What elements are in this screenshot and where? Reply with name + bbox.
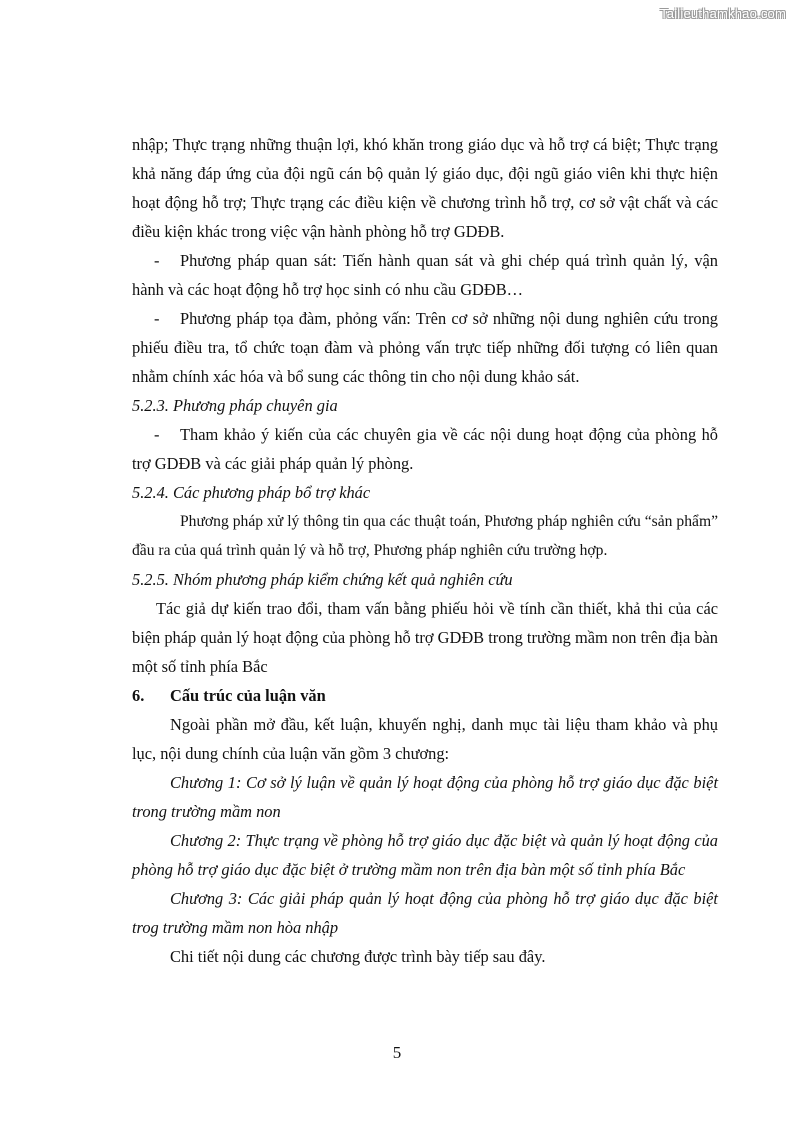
page-number: 5 xyxy=(392,1043,402,1062)
bullet-expert xyxy=(132,420,718,478)
bullet-text: Tham khảo ý kiến của các chuyên gia về các nội dung hoạt động của phòng hỗ trợ GDĐB và các giải pháp quản lý phòng. xyxy=(132,425,718,473)
heading-5-2-3: 5.2.3. Phương pháp chuyên gia xyxy=(132,396,338,415)
heading-6 xyxy=(132,681,718,710)
document-body xyxy=(132,130,718,971)
heading-5-2-5: 5.2.5. Nhóm phương pháp kiểm chứng kết quả nghiên cứu xyxy=(132,570,513,589)
heading-title: Cấu trúc của luận văn xyxy=(170,686,326,705)
chapter-3: Chương 3: Các giải pháp quản lý hoạt động của phòng hỗ trợ giáo dục đặc biệt trog trường mầm non hòa nhập xyxy=(132,889,718,937)
paragraph-structure: Ngoài phần mở đầu, kết luận, khuyến nghị, danh mục tài liệu tham khảo và phụ lục, nội dung chính của luận văn gồm 3 chương: xyxy=(132,715,718,763)
bullet-text: Phương pháp tọa đàm, phỏng vấn: Trên cơ sở những nội dung nghiên cứu trong phiếu điều tra, tổ chức toạn đàm và phỏng vấn trực tiếp những đối tượng có liên quan nhằm chính xác hóa và bổ sung các thông tin cho nội dung khảo sát. xyxy=(132,309,718,386)
bullet-dash: - xyxy=(154,425,160,444)
paragraph-supplementary-methods: Phương pháp xử lý thông tin qua các thuật toán, Phương pháp nghiên cứu “sản phẩm” đầu ra của quá trình quản lý và hỗ trợ, Phương pháp nghiên cứu trường hợp. xyxy=(132,513,718,559)
bullet-interview xyxy=(132,304,718,391)
chapter-2: Chương 2: Thực trạng về phòng hỗ trợ giáo dục đặc biệt và quản lý hoạt động của phòng hỗ trợ giáo dục đặc biệt ở trường mầm non trên địa bàn một số tỉnh phía Bắc xyxy=(132,831,718,879)
bullet-dash: - xyxy=(154,251,160,270)
paragraph-continuation: nhập; Thực trạng những thuận lợi, khó khăn trong giáo dục và hỗ trợ cá biệt; Thực trạng khả năng đáp ứng của đội ngũ cán bộ quản lý giáo dục, đội ngũ giáo viên khi thực hiện hoạt động hỗ trợ; Thực trạng các điều kiện về chương trình hỗ trợ, cơ sở vật chất và các điều kiện khác trong việc vận hành phòng hỗ trợ GDĐB. xyxy=(132,135,718,241)
watermark-text: Tailieuthamkhao.com xyxy=(660,6,786,21)
paragraph-verification: Tác giả dự kiến trao đổi, tham vấn bằng phiếu hỏi về tính cần thiết, khả thi của các biện pháp quản lý hoạt động của phòng hỗ trợ GDĐB trong trường mầm non trên địa bàn một số tỉnh phía Bắc xyxy=(132,599,718,676)
heading-number: 6. xyxy=(132,686,145,705)
bullet-dash: - xyxy=(154,309,160,328)
heading-5-2-4: 5.2.4. Các phương pháp bổ trợ khác xyxy=(132,483,371,502)
paragraph-closing: Chi tiết nội dung các chương được trình bày tiếp sau đây. xyxy=(170,947,546,966)
chapter-1: Chương 1: Cơ sở lý luận về quản lý hoạt động của phòng hỗ trợ giáo dục đặc biệt trong trường mầm non xyxy=(132,773,718,821)
bullet-text: Phương pháp quan sát: Tiến hành quan sát và ghi chép quá trình quản lý, vận hành và các hoạt động hỗ trợ học sinh có nhu cầu GDĐB… xyxy=(132,251,718,299)
bullet-observation xyxy=(132,246,718,304)
